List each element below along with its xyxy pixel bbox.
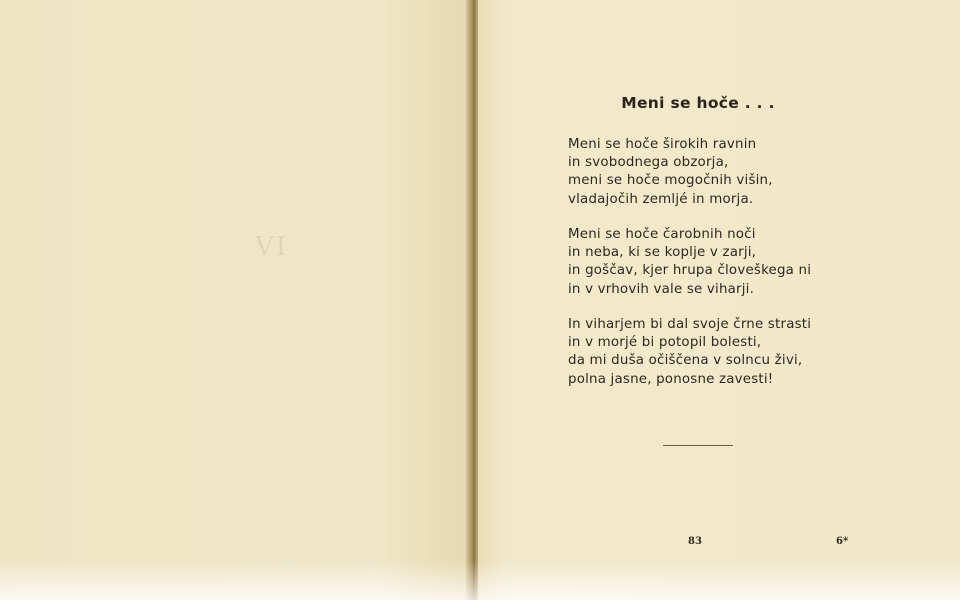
poem-line: in goščav, kjer hrupa človeškega ni <box>568 263 812 279</box>
poem-line: meni se hoče mogočnih višin, <box>568 173 773 189</box>
signature-mark: 6* <box>836 536 849 547</box>
stanza <box>568 316 811 389</box>
left-page <box>0 0 470 600</box>
poem-line: in neba, ki se koplje v zarji, <box>568 245 757 261</box>
right-page <box>478 0 960 600</box>
page-edge-fade <box>0 560 960 600</box>
poem-line: vladajočih zemljé in morja. <box>568 191 754 207</box>
stanza <box>568 226 811 299</box>
page-number: 83 <box>688 536 702 547</box>
end-divider <box>663 445 733 446</box>
poem-title: Meni se hoče . . . <box>621 94 775 112</box>
ghost-numeral: VI <box>255 232 289 262</box>
poem-line: in v morjé bi potopil bolesti, <box>568 335 762 351</box>
poem-line: polna jasne, ponosne zavesti! <box>568 371 774 387</box>
poem-line: In viharjem bi dal svoje črne strasti <box>568 317 812 332</box>
poem-line: da mi duša očiščena v solncu živi, <box>568 353 803 369</box>
poem-line: in v vrhovih vale se viharji. <box>568 281 755 297</box>
stanza <box>568 136 773 209</box>
poem-line: Meni se hoče čarobnih noči <box>568 227 756 242</box>
poem-line: in svobodnega obzorja, <box>568 155 729 171</box>
poem-line: Meni se hoče širokih ravnin <box>568 137 757 152</box>
